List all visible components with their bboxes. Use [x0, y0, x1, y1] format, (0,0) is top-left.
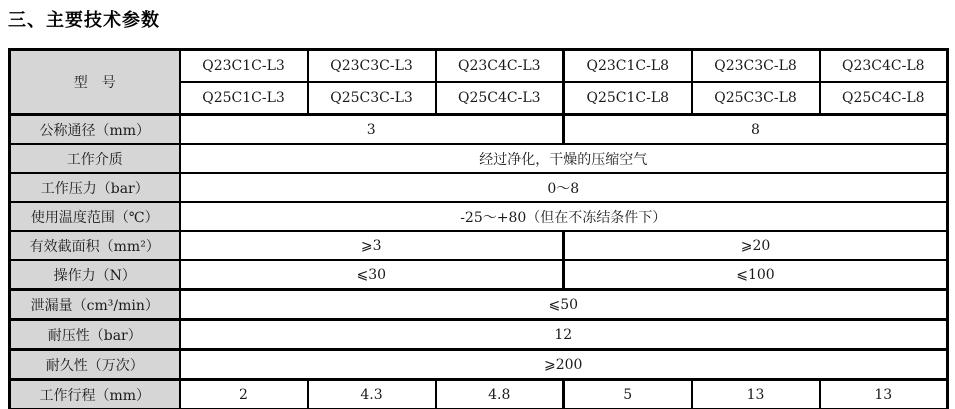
row-label: 工作行程（mm）: [10, 380, 180, 409]
value-cell: 2: [180, 380, 308, 409]
model-cell: Q25C3C-L3: [308, 82, 436, 115]
table-row-working-medium: [10, 144, 948, 173]
model-cell: Q25C1C-L8: [564, 82, 692, 115]
model-cell: Q23C4C-L8: [820, 50, 948, 83]
table-row-effective-area: [10, 231, 948, 260]
model-cell: Q25C4C-L3: [436, 82, 564, 115]
row-label: 公称通径（mm）: [10, 115, 180, 145]
value-cell: ⩾20: [564, 231, 948, 260]
model-cell: Q25C1C-L3: [180, 82, 308, 115]
table-row-working-pressure: [10, 173, 948, 202]
value-cell: 13: [820, 380, 948, 409]
model-header-row-1: [10, 50, 948, 83]
table-row-temperature-range: [10, 202, 948, 231]
row-label: 有效截面积（mm²）: [10, 231, 180, 260]
row-label: 使用温度范围（℃）: [10, 202, 180, 231]
table-row-operating-force: [10, 260, 948, 290]
row-label: 工作压力（bar）: [10, 173, 180, 202]
model-cell: Q23C4C-L3: [436, 50, 564, 83]
value-cell: 12: [180, 320, 948, 350]
value-cell: ⩽30: [180, 260, 564, 290]
value-cell: 5: [564, 380, 692, 409]
value-cell: ⩾200: [180, 350, 948, 380]
model-cell: Q25C4C-L8: [820, 82, 948, 115]
value-cell: ⩽50: [180, 290, 948, 320]
value-cell: -25～+80（但在不冻结条件下）: [180, 202, 948, 231]
technical-parameters-table: [8, 48, 949, 409]
row-label: 操作力（N）: [10, 260, 180, 290]
row-label: 耐久性（万次）: [10, 350, 180, 380]
value-cell: 8: [564, 115, 948, 145]
model-cell: Q23C1C-L8: [564, 50, 692, 83]
table-row-leakage: [10, 290, 948, 320]
row-label: 工作介质: [10, 144, 180, 173]
value-cell: ⩾3: [180, 231, 564, 260]
value-cell: 经过净化，干燥的压缩空气: [180, 144, 948, 173]
value-cell: ⩽100: [564, 260, 948, 290]
model-cell: Q23C3C-L3: [308, 50, 436, 83]
model-cell: Q23C3C-L8: [692, 50, 820, 83]
table-row-pressure-resistance: [10, 320, 948, 350]
table-row-durability: [10, 350, 948, 380]
row-label: 泄漏量（cm³/min）: [10, 290, 180, 320]
table-row-nominal-diameter: [10, 115, 948, 145]
section-title: 三、主要技术参数: [8, 10, 160, 31]
model-cell: Q23C1C-L3: [180, 50, 308, 83]
model-cell: Q25C3C-L8: [692, 82, 820, 115]
model-label-cell: 型 号: [10, 50, 180, 115]
value-cell: 4.8: [436, 380, 564, 409]
value-cell: 4.3: [308, 380, 436, 409]
row-label: 耐压性（bar）: [10, 320, 180, 350]
value-cell: 0～8: [180, 173, 948, 202]
table-row-working-stroke: [10, 380, 948, 409]
value-cell: 13: [692, 380, 820, 409]
value-cell: 3: [180, 115, 564, 145]
